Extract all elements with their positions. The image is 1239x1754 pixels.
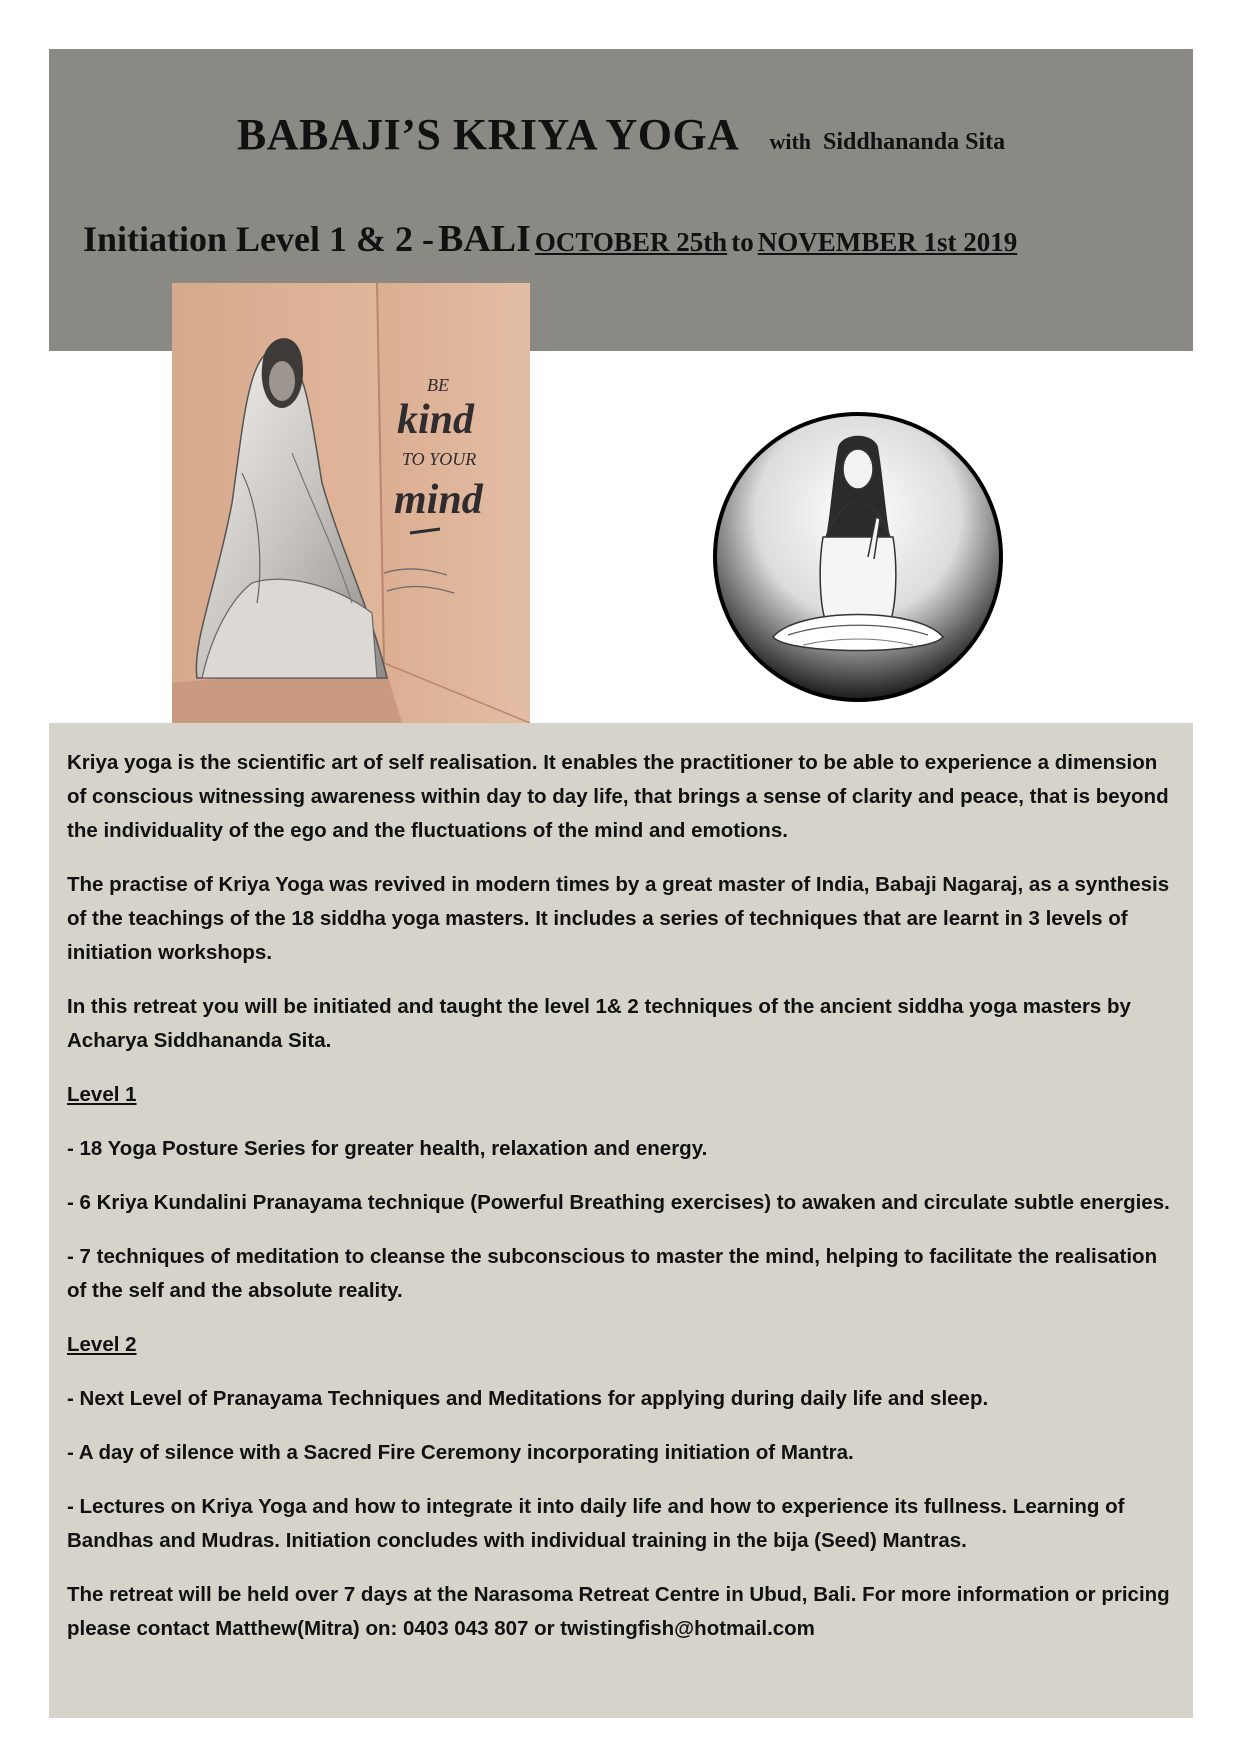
date-start: OCTOBER 25th <box>534 227 728 257</box>
subtitle-location: BALI <box>437 218 531 260</box>
page-title: BABAJI’S KRIYA YOGA <box>236 110 740 159</box>
title-with: with <box>769 129 812 154</box>
handwriting-kind: kind <box>397 397 475 443</box>
level2-item: - Lectures on Kriya Yoga and how to integrate it into daily life and how to experience its fullness. Learning of Bandhas and Mudras. Initiation concludes with individual training in the bija (Seed) Mantras. <box>67 1495 1125 1552</box>
level1-item: - 7 techniques of meditation to cleanse the subconscious to master the mind, helping to facilitate the realisation of the self and the absolute reality. <box>67 1245 1158 1302</box>
title-line <box>49 109 1193 160</box>
subtitle <box>83 217 1017 261</box>
date-to: to <box>731 227 754 257</box>
handwriting-be: BE <box>427 375 449 395</box>
level1-heading: Level 1 <box>67 1083 137 1106</box>
intro-paragraph-2: The practise of Kriya Yoga was revived in modern times by a great master of India, Babaji Nagaraj, as a synthesis of the teachings of the 18 siddha yoga masters. It includes a series of techniques that are learnt in 3 levels of initiation workshops. <box>67 873 1170 964</box>
description-panel <box>49 723 1193 1718</box>
subtitle-initiation: Initiation Level 1 & 2 - <box>83 219 434 259</box>
teacher-name: Siddhananda Sita <box>823 129 1006 155</box>
level2-item: - Next Level of Pranayama Techniques and Meditations for applying during daily life and sleep. <box>67 1387 989 1410</box>
closing-paragraph: The retreat will be held over 7 days at the Narasoma Retreat Centre in Ubud, Bali. For more information or pricing please contact Matthew(Mitra) on: 0403 043 807 or twistingfish@hotmail.com <box>67 1583 1170 1640</box>
level2-heading: Level 2 <box>67 1333 137 1356</box>
level1-item: - 6 Kriya Kundalini Pranayama technique (Powerful Breathing exercises) to awaken and circulate subtle energies. <box>67 1191 1170 1214</box>
handwriting-to-your: TO YOUR <box>402 449 477 469</box>
date-end: NOVEMBER 1st 2019 <box>757 227 1018 257</box>
teacher-photo <box>172 283 530 723</box>
intro-paragraph-1: Kriya yoga is the scientific art of self realisation. It enables the practitioner to be able to experience a dimension of conscious witnessing awareness within day to day life, that brings a sense of clarity and peace, that is beyond the individuality of the ego and the fluctuations of the mind and emotions. <box>67 751 1169 842</box>
intro-paragraph-3: In this retreat you will be initiated and taught the level 1& 2 techniques of the ancient siddha yoga masters by Acharya Siddhananda Sita. <box>67 995 1131 1052</box>
level2-item: - A day of silence with a Sacred Fire Ceremony incorporating initiation of Mantra. <box>67 1441 854 1464</box>
babaji-medallion <box>708 407 1008 707</box>
handwriting-mind: mind <box>394 477 483 523</box>
level1-item: - 18 Yoga Posture Series for greater health, relaxation and energy. <box>67 1137 708 1160</box>
